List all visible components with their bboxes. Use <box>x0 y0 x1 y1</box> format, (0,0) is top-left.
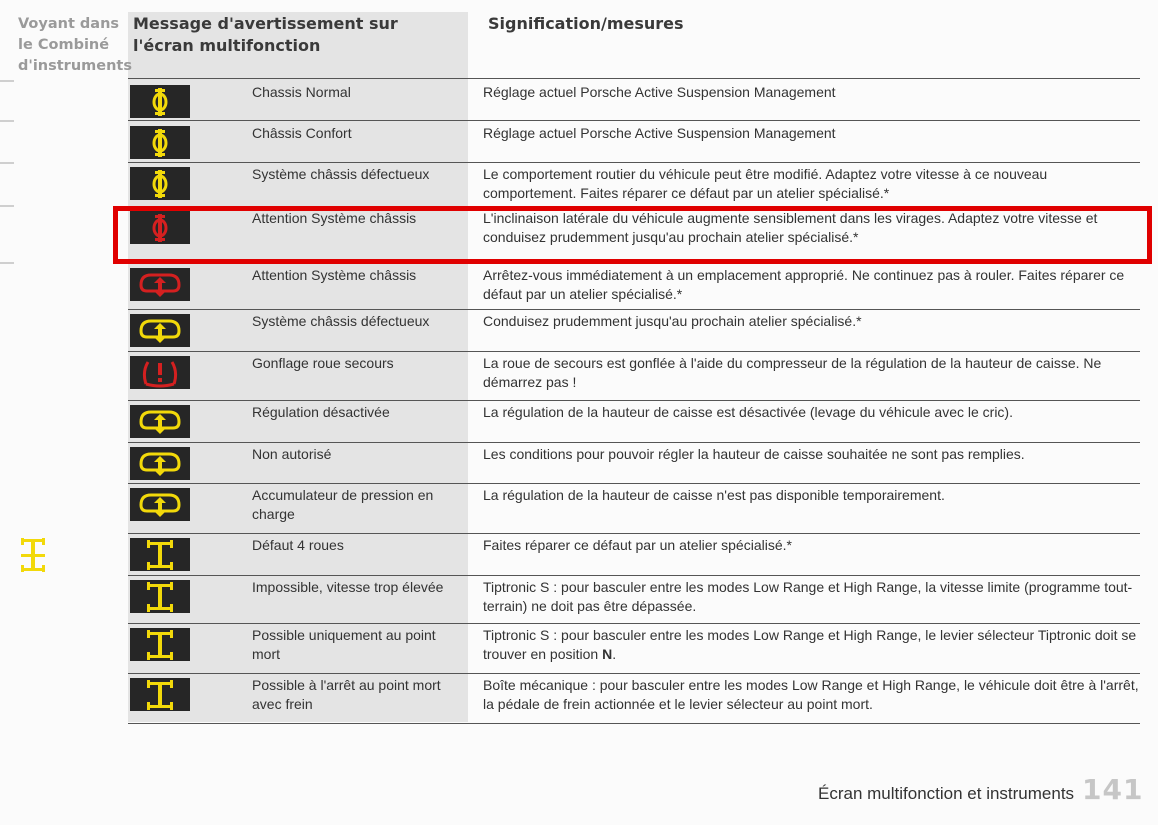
four-wheel-drive-indicator-icon <box>20 538 46 572</box>
warning-message: Possible à l'arrêt au point mort avec frein <box>252 677 441 712</box>
margin-rule <box>0 120 14 122</box>
row-divider <box>128 351 1140 352</box>
warning-message: Chassis Normal <box>252 84 351 100</box>
warning-description: Faites réparer ce défaut par un atelier spécialisé.* <box>483 537 792 553</box>
header-message-column: Message d'avertissement sur l'écran multifonction <box>133 14 398 55</box>
highlight-box <box>113 206 1152 264</box>
warning-message: Attention Système châssis <box>252 210 417 226</box>
row-divider <box>128 483 1140 484</box>
page-number: 141 <box>1082 773 1144 806</box>
row-divider <box>128 575 1140 576</box>
row-divider <box>128 442 1140 443</box>
warning-description: La roue de secours est gonflée à l'aide du compresseur de la régulation de la hauteur de caisse. Ne démarrez pas ! <box>483 355 1102 390</box>
warning-message: Non autorisé <box>252 446 332 462</box>
ride-height-red-icon <box>130 268 190 301</box>
row-divider <box>128 533 1140 534</box>
ride-height-yellow-icon <box>130 314 190 347</box>
row-divider <box>128 673 1140 674</box>
four-wheel-drive-icon <box>130 678 190 711</box>
warning-description: Les conditions pour pouvoir régler la hauteur de caisse souhaitée ne sont pas remplies. <box>483 446 1025 462</box>
header-meaning-column: Signification/mesures <box>488 14 684 33</box>
ride-height-yellow-icon <box>130 488 190 521</box>
margin-rule <box>0 162 14 164</box>
warning-message: Accumulateur de pression en charge <box>252 487 434 522</box>
warning-message: Gonflage roue secours <box>252 355 394 371</box>
warning-description: Réglage actuel Porsche Active Suspension Management <box>483 125 836 141</box>
header-indicator-column: Voyant dans le Combiné d'instruments <box>18 16 132 74</box>
warning-description: L'inclinaison latérale du véhicule augmente sensiblement dans les virages. Adaptez votre vitesse et conduisez prudemment jusqu'au prochain atelier spécialisé.* <box>483 210 1098 245</box>
warning-description: Arrêtez-vous immédiatement à un emplacement approprié. Ne continuez pas à rouler. Faites réparer ce défaut par un atelier spécialisé.* <box>483 267 1125 302</box>
warning-description: Boîte mécanique : pour basculer entre les modes Low Range et High Range, le véhicule doit être à l'arrêt, la pédale de frein actionnée et le levier sélecteur au point mort. <box>483 677 1139 712</box>
row-divider <box>128 400 1140 401</box>
header-divider <box>128 78 1140 79</box>
tire-pressure-red-icon <box>130 356 190 389</box>
warning-description: Tiptronic S : pour basculer entre les modes Low Range et High Range, la vitesse limite (programme tout-terrain) ne doit pas être dépassée. <box>483 579 1133 614</box>
warning-message: Système châssis défectueux <box>252 313 430 329</box>
warning-description: Tiptronic S : pour basculer entre les modes Low Range et High Range, le levier sélecteur Tiptronic doit se trouver en position N. <box>483 627 1137 662</box>
warning-description: Le comportement routier du véhicule peut être modifié. Adaptez votre vitesse à ce nouveau comportement. Faites réparer ce défaut par un atelier spécialisé.* <box>483 166 1048 201</box>
warning-message: Impossible, vitesse trop élevée <box>252 579 444 595</box>
row-divider <box>128 309 1140 310</box>
warning-message: Châssis Confort <box>252 125 352 141</box>
warning-message: Régulation désactivée <box>252 404 390 420</box>
warning-description: La régulation de la hauteur de caisse n'est pas disponible temporairement. <box>483 487 945 503</box>
warning-description: Conduisez prudemment jusqu'au prochain atelier spécialisé.* <box>483 313 862 329</box>
warning-message: Système châssis défectueux <box>252 166 430 182</box>
warning-message: Défaut 4 roues <box>252 537 344 553</box>
four-wheel-drive-icon <box>130 580 190 613</box>
ride-height-yellow-icon <box>130 405 190 438</box>
footer-section-title: Écran multifonction et instruments <box>818 784 1075 803</box>
suspension-yellow-icon <box>130 167 190 200</box>
row-divider <box>128 162 1140 163</box>
margin-rule <box>0 205 14 207</box>
margin-rule <box>0 80 14 82</box>
row-divider <box>128 623 1140 624</box>
four-wheel-drive-icon <box>130 628 190 661</box>
suspension-yellow-icon <box>130 85 190 118</box>
warning-description: Réglage actuel Porsche Active Suspension Management <box>483 84 836 100</box>
warning-description: La régulation de la hauteur de caisse est désactivée (levage du véhicule avec le cric). <box>483 404 1013 420</box>
margin-rule <box>0 262 14 264</box>
row-divider <box>128 723 1140 724</box>
four-wheel-drive-icon <box>130 538 190 571</box>
warning-message: Possible uniquement au point mort <box>252 627 436 662</box>
suspension-yellow-icon <box>130 126 190 159</box>
warning-message: Attention Système châssis <box>252 267 417 283</box>
row-divider <box>128 120 1140 121</box>
ride-height-yellow-icon <box>130 447 190 480</box>
